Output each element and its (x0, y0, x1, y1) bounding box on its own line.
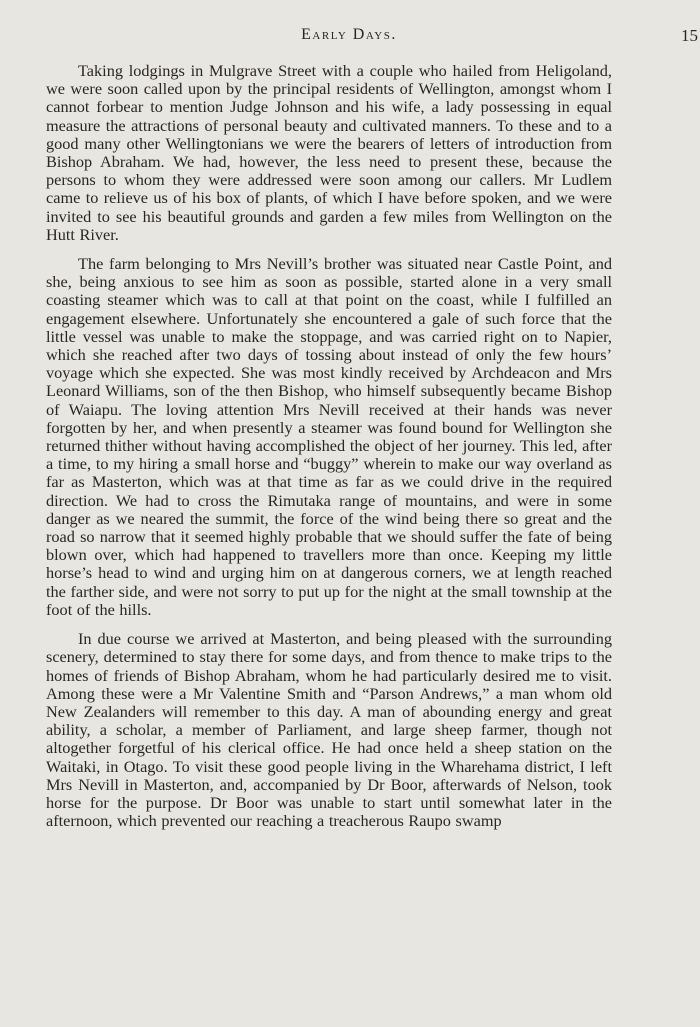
page-number: 15 (681, 26, 698, 45)
running-head (46, 26, 698, 50)
body-text (46, 62, 612, 830)
paragraph: The farm belonging to Mrs Nevill’s brother was situated near Castle Point, and she, being anxious to see him as soon as possible, started alone in a very small coasting steamer which was to call at that point on the coast, while I fulfilled an engagement elsewhere. Unfortunately she encountered a gale of such force that the little vessel was unable to make the stoppage, and was carried right on to Napier, which she reached after two days of tossing about instead of only the few hours’ voyage which she expected. She was most kindly received by Archdeacon and Mrs Leonard Williams, son of the then Bishop, who himself subsequently became Bishop of Waiapu. The loving attention Mrs Nevill received at their hands was never forgotten by her, and when presently a steamer was found bound for Wellington she returned thither without having accomplished the object of her journey. This led, after a time, to my hiring a small horse and “buggy” wherein to make our way overland as far as Masterton, which was at that time as far as we could drive in the required direction. We had to cross the Rimutaka range of mountains, and were in some danger as we neared the summit, the force of the wind being there so great and the road so narrow that it seemed highly probable that we should suffer the fate of being blown over, which had happened to travellers more than once. Keeping my little horse’s head to wind and urging him on at dangerous corners, we at length reached the farther side, and were not sorry to put up for the night at the small township at the foot of the hills. (46, 254, 612, 619)
paragraph: Taking lodgings in Mulgrave Street with a couple who hailed from Heligoland, we were soon called upon by the principal residents of Wellington, amongst whom I cannot forbear to mention Judge Johnson and his wife, a lady possessing in equal measure the attractions of personal beauty and cultivated manners. To these and to a good many other Wellingtonians we were the bearers of letters of introduction from Bishop Abraham. We had, however, the less need to present these, because the persons to whom they were addressed were soon among our callers. Mr Ludlem came to relieve us of his box of plants, of which I have before spoken, and we were invited to see his beautiful grounds and garden a few miles from Wellington on the Hutt River. (46, 61, 612, 244)
running-title: Early Days. (301, 26, 397, 43)
paragraph: In due course we arrived at Masterton, and being pleased with the surrounding scenery, determined to stay there for some days, and from thence to make trips to the homes of friends of Bishop Abraham, whom he had particularly desired me to visit. Among these were a Mr Valentine Smith and “Parson Andrews,” a man whom old New Zealanders will remember to this day. A man of abounding energy and great ability, a scholar, a member of Parliament, and large sheep farmer, though not altogether forgetful of his clerical office. He had once held a sheep station on the Waitaki, in Otago. To visit these good people living in the Wharehama district, I left Mrs Nevill in Masterton, and, accompanied by Dr Boor, afterwards of Nelson, took horse for the purpose. Dr Boor was unable to start until somewhat later in the afternoon, which prevented our reaching a treacherous Raupo swamp (46, 629, 612, 831)
